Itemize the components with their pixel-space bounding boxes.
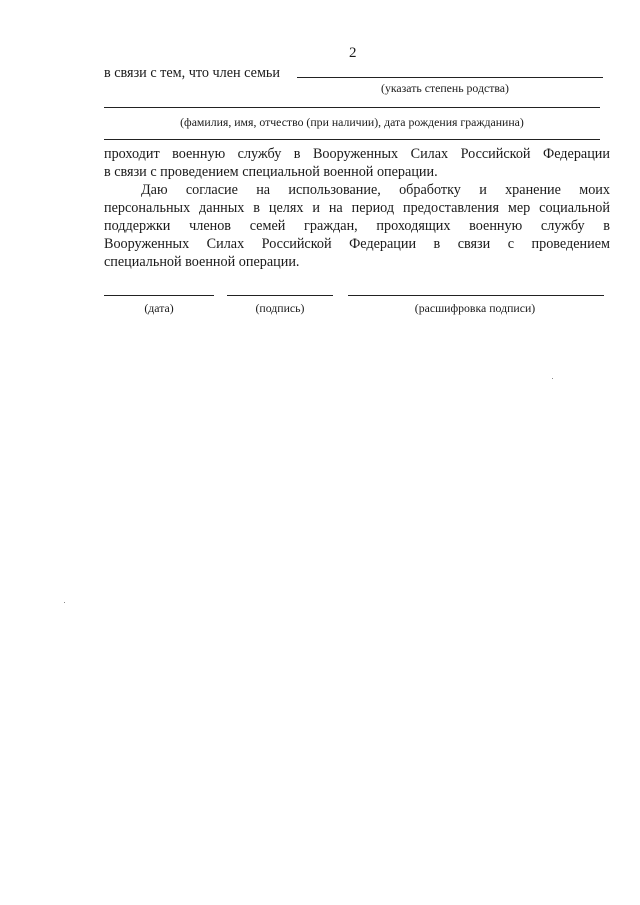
- date-blank-line: [104, 295, 214, 296]
- consent-paragraph-line-1: Даю согласие на использование, обработку и хранение моих: [141, 182, 610, 198]
- relation-blank-line: [297, 77, 603, 78]
- fullname-blank-line-2: [104, 139, 600, 140]
- service-paragraph-line-2: в связи с проведением специальной военной операции.: [104, 164, 438, 180]
- consent-paragraph-line-3: поддержки членов семей граждан, проходящих военную службу в: [104, 218, 610, 234]
- consent-paragraph-line-5: специальной военной операции.: [104, 254, 300, 270]
- service-paragraph-line-1: проходит военную службу в Вооруженных Силах Российской Федерации: [104, 146, 610, 162]
- fullname-blank-line: [104, 107, 600, 108]
- page-number: 2: [349, 45, 357, 61]
- scan-speck: [552, 378, 553, 379]
- consent-paragraph-line-4: Вооруженных Силах Российской Федерации в связи с проведением: [104, 236, 610, 252]
- scan-speck: [64, 602, 65, 603]
- signature-decode-caption: (расшифровка подписи): [414, 301, 536, 315]
- relation-caption: (указать степень родства): [381, 81, 509, 95]
- date-caption: (дата): [144, 301, 174, 315]
- consent-paragraph-line-2: персональных данных в целях и на период предоставления мер социальной: [104, 200, 610, 216]
- signature-caption: (подпись): [255, 301, 305, 315]
- family-member-intro: в связи с тем, что член семьи: [104, 65, 280, 81]
- signature-blank-line: [227, 295, 333, 296]
- fullname-caption: (фамилия, имя, отчество (при наличии), дата рождения гражданина): [180, 115, 524, 129]
- signature-decode-blank-line: [348, 295, 604, 296]
